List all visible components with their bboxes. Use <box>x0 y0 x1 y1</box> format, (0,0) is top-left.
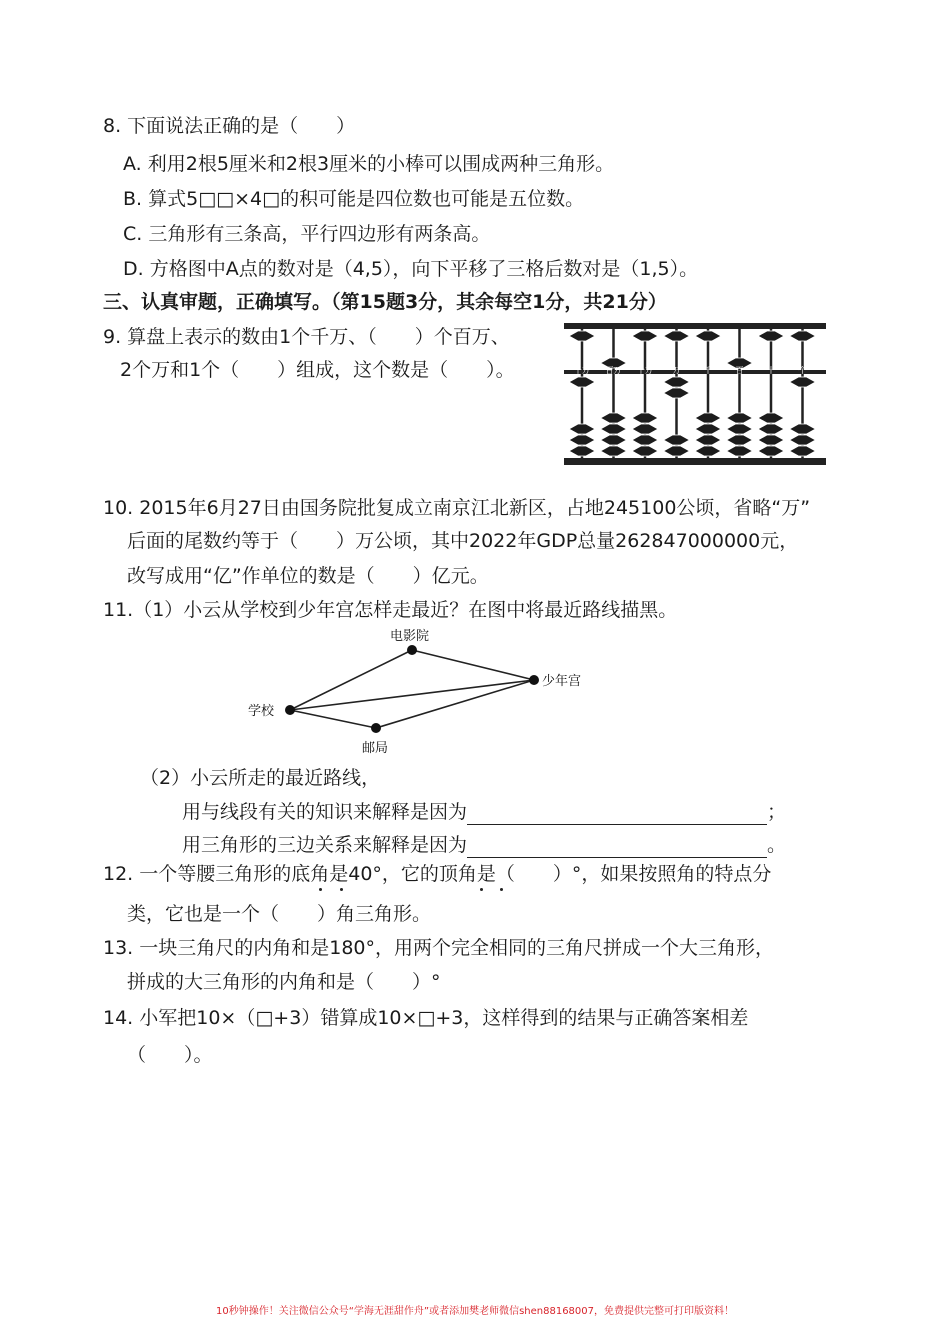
q11-reason-1-blank[interactable] <box>467 804 767 825</box>
abacus-lower-bead <box>569 424 595 434</box>
q12-line-2: 类，它也是一个（ ）角三角形。 <box>127 903 432 925</box>
abacus-lower-bead <box>569 446 595 456</box>
abacus-lower-bead <box>727 446 753 456</box>
route-school-post <box>290 710 376 728</box>
q12-line-1: 12. 一个等腰三角形的底角是40°，它的顶角是（ ）°，如果按照角的特点分 <box>103 863 772 885</box>
route-school-palace <box>290 680 534 710</box>
abacus-lower-bead <box>695 424 721 434</box>
abacus-lower-bead <box>601 413 627 423</box>
abacus-lower-bead <box>727 424 753 434</box>
q11-reason-2-text: 用三角形的三边关系来解释是因为 <box>182 834 468 856</box>
abacus-place-label: 百 <box>735 366 744 375</box>
abacus-lower-bead-counted <box>664 388 690 398</box>
abacus-bottom-frame <box>564 458 826 465</box>
route-cinema-palace <box>412 650 534 680</box>
school-label: 学校 <box>248 704 275 719</box>
q11-part-2: （2）小云所走的最近路线， <box>140 767 381 789</box>
q14-line-1: 14. 小军把10×（□+3）错算成10×□+3，这样得到的结果与正确答案相差 <box>103 1007 749 1029</box>
q8-option-d: D. 方格图中A点的数对是（4,5），向下平移了三格后数对是（1,5）。 <box>123 258 699 280</box>
q13-line-1: 13. 一块三角尺的内角和是180°，用两个完全相同的三角尺拼成一个大三角形， <box>103 937 775 959</box>
q11-reason-1-row <box>182 799 786 825</box>
q11-reason-1-text: 用与线段有关的知识来解释是因为 <box>182 801 468 823</box>
abacus-place-label: 千 <box>704 366 712 375</box>
abacus-lower-bead <box>695 413 721 423</box>
q13-line-2: 拼成的大三角形的内角和是（ ）° <box>127 971 441 993</box>
q9-line-1: 9. 算盘上表示的数由1个千万、（ ）个百万、 <box>103 326 510 348</box>
abacus-lower-bead <box>601 446 627 456</box>
abacus-place-label: 百万 <box>605 366 622 375</box>
abacus-upper-bead <box>695 331 721 341</box>
abacus-lower-bead <box>727 435 753 445</box>
palace-label: 少年宫 <box>542 674 582 689</box>
abacus-lower-bead <box>632 424 658 434</box>
abacus-lower-bead <box>790 446 816 456</box>
abacus-lower-bead <box>632 413 658 423</box>
abacus-lower-bead-counted <box>790 377 816 387</box>
abacus-beam <box>564 370 826 374</box>
abacus-lower-bead <box>695 435 721 445</box>
palace-point <box>529 675 539 685</box>
cinema-point <box>407 645 417 655</box>
abacus-upper-bead <box>758 331 784 341</box>
emphasis-dot <box>340 888 343 891</box>
school-point <box>285 705 295 715</box>
q10-line-2: 后面的尾数约等于（ ）万公顷，其中2022年GDP总量262847000000元， <box>127 530 799 552</box>
q8-option-c: C. 三角形有三条高，平行四边形有两条高。 <box>123 223 491 245</box>
q8-option-a: A. 利用2根5厘米和2根3厘米的小棒可以围成两种三角形。 <box>123 153 615 175</box>
abacus-lower-bead <box>790 435 816 445</box>
abacus-lower-bead <box>601 435 627 445</box>
emphasis-dot <box>500 888 503 891</box>
footer-note: 10秒钟操作！关注微信公众号“学海无涯甜作舟”或者添加樊老师微信shen88168007，免费提供完整可打印版资料！ <box>215 1306 735 1317</box>
q8-stem: 8. 下面说法正确的是（ ） <box>103 115 356 137</box>
abacus-upper-bead <box>664 331 690 341</box>
emphasis-dot <box>319 888 322 891</box>
abacus-lower-bead <box>758 446 784 456</box>
cinema-label: 电影院 <box>390 629 430 644</box>
abacus-place-label: 十 <box>767 366 775 375</box>
abacus-lower-bead <box>569 435 595 445</box>
route-map <box>240 622 620 762</box>
abacus-lower-bead <box>758 424 784 434</box>
abacus-place-label: 十万 <box>637 366 653 375</box>
abacus-lower-bead <box>601 424 627 434</box>
abacus-place-label: 万 <box>672 366 681 375</box>
abacus-upper-bead <box>632 331 658 341</box>
abacus-figure <box>562 320 828 468</box>
q10-line-1: 10. 2015年6月27日由国务院批复成立南京江北新区，占地245100公顷，省略“万” <box>103 497 811 519</box>
abacus-top-frame <box>564 323 826 329</box>
abacus-lower-bead <box>664 435 690 445</box>
emphasis-dot <box>480 888 483 891</box>
q11-reason-2-blank[interactable] <box>467 837 767 858</box>
abacus-lower-bead-counted <box>664 377 690 387</box>
abacus-upper-bead <box>790 331 816 341</box>
abacus-lower-bead-counted <box>569 377 595 387</box>
post-office-point <box>371 723 381 733</box>
abacus-upper-bead <box>569 331 595 341</box>
q8-option-b: B. 算式5□□×4□的积可能是四位数也可能是五位数。 <box>123 188 585 210</box>
q11-reason-2-end: 。 <box>767 834 787 856</box>
abacus-lower-bead <box>727 413 753 423</box>
section-3-title: 三、认真审题，正确填写。（第15题3分，其余每空1分，共21分） <box>103 291 667 313</box>
post-office-label: 邮局 <box>362 741 389 756</box>
abacus-place-label: 千万 <box>574 366 590 375</box>
abacus-lower-bead <box>632 435 658 445</box>
q11-part-1: 11.（1）小云从学校到少年宫怎样走最近？在图中将最近路线描黑。 <box>103 599 678 621</box>
abacus-place-label: 个 <box>798 366 807 375</box>
q10-line-3: 改写成用“亿”作单位的数是（ ）亿元。 <box>127 565 489 587</box>
abacus-lower-bead <box>790 424 816 434</box>
route-post-palace <box>376 680 534 728</box>
route-school-cinema <box>290 650 412 710</box>
q11-reason-2-row <box>182 832 786 858</box>
abacus-lower-bead <box>632 446 658 456</box>
abacus-lower-bead <box>664 446 690 456</box>
abacus-lower-bead <box>758 435 784 445</box>
abacus-lower-bead <box>758 413 784 423</box>
abacus-lower-bead <box>695 446 721 456</box>
q11-reason-1-end: ； <box>767 801 787 823</box>
q9-line-2: 2个万和1个（ ）组成，这个数是（ ）。 <box>120 359 515 381</box>
q14-line-2: （ ）。 <box>127 1044 213 1066</box>
